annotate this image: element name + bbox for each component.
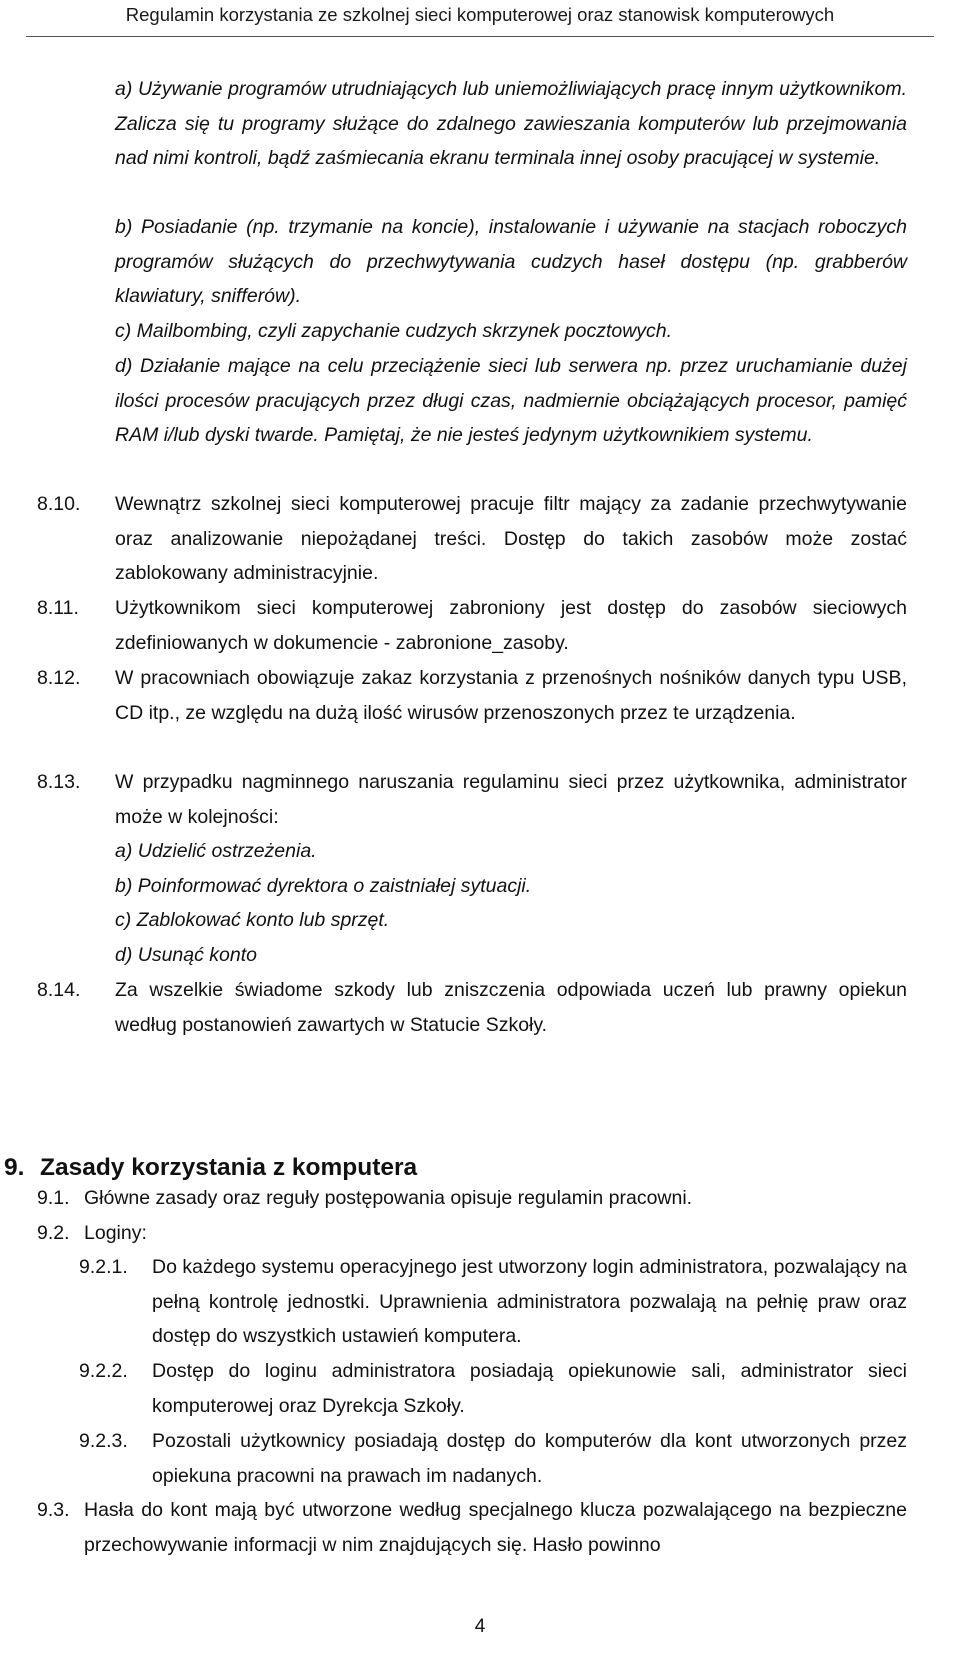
item-8-12-text: W pracowniach obowiązuje zakaz korzystania z przenośnych nośników danych typu USB, CD itp., ze względu na dużą ilość wirusów przenoszonych przez te urządzenia. — [115, 667, 907, 724]
item-9-2-text: Loginy: — [84, 1222, 147, 1244]
item-number: 8.14. — [37, 979, 81, 1001]
sub-list-item: b) Poinformować dyrektora o zaistniałej sytuacji. — [115, 875, 532, 897]
item-8-14-text: Za wszelkie świadome szkody lub zniszczenia odpowiada uczeń lub prawny opiekun według postanowień zawartych w Statucie Szkoły. — [115, 979, 907, 1036]
page-header: Regulamin korzystania ze szkolnej sieci komputerowej oraz stanowisk komputerowych — [125, 4, 835, 25]
item-9-2-1-text: Do każdego systemu operacyjnego jest utworzony login administratora, pozwalający na pełną kontrolę jednostki. Uprawnienia administratora pozwalają na pełnię praw oraz dostęp do wszystkich ustawień komputera. — [152, 1256, 907, 1348]
item-8-13-text: W przypadku nagminnego naruszania regulaminu sieci przez użytkownika, administrator może w kolejności: — [115, 771, 907, 828]
subitem-number: 9.2.1. — [79, 1256, 128, 1278]
subitem-number: 9.2.3. — [79, 1430, 128, 1452]
item-9-1-text: Główne zasady oraz reguły postępowania opisuje regulamin pracowni. — [84, 1187, 693, 1209]
section-number: 9. — [4, 1154, 25, 1181]
item-number: 9.2. — [37, 1222, 70, 1244]
header-divider — [26, 36, 934, 37]
sub-list-item: a) Udzielić ostrzeżenia. — [115, 840, 317, 862]
sub-list-item: c) Zablokować konto lub sprzęt. — [115, 909, 390, 931]
item-number: 8.12. — [37, 667, 81, 689]
item-8-10-text: Wewnątrz szkolnej sieci komputerowej pracuje filtr mający za zadanie przechwytywanie oraz analizowanie niepożądanej treści. Dostęp do takich zasobów może zostać zablokowany administracyjnie. — [115, 493, 907, 585]
item-number: 9.3. — [37, 1499, 70, 1521]
sub-list-item: d) Usunąć konto — [115, 944, 257, 966]
list-item-c: c) Mailbombing, czyli zapychanie cudzych skrzynek pocztowych. — [115, 320, 673, 342]
item-number: 8.13. — [37, 771, 81, 793]
item-number: 8.10. — [37, 493, 81, 515]
list-item-a: a) Używanie programów utrudniających lub uniemożliwiających pracę innym użytkownikom. Zalicza się tu programy służące do zdalnego zawieszania komputerów lub przejmowania nad nimi kontroli, bądź zaśmiecania ekranu terminala innej osoby pracującej w systemie. — [115, 78, 907, 170]
section-title: Zasady korzystania z komputera — [40, 1154, 418, 1181]
item-8-11-text: Użytkownikom sieci komputerowej zabroniony jest dostęp do zasobów sieciowych zdefiniowanych w dokumencie - zabronione_zasoby. — [115, 597, 907, 654]
item-number: 9.1. — [37, 1187, 70, 1209]
list-item-d: d) Działanie mające na celu przeciążenie sieci lub serwera np. przez uruchamianie dużej ilości procesów pracujących przez długi czas, nadmiernie obciążających procesor, pamięć RAM i/lub dyski twarde. Pamiętaj, że nie jesteś jedynym użytkownikiem systemu. — [115, 355, 907, 447]
item-9-3-text: Hasła do kont mają być utworzone według specjalnego klucza pozwalającego na bezpieczne przechowywanie informacji w nim znajdujących się. Hasło powinno — [84, 1499, 907, 1556]
subitem-number: 9.2.2. — [79, 1360, 128, 1382]
item-9-2-3-text: Pozostali użytkownicy posiadają dostęp do komputerów dla kont utworzonych przez opiekuna pracowni na prawach im nadanych. — [152, 1430, 907, 1487]
item-number: 8.11. — [37, 597, 79, 619]
page-number: 4 — [474, 1616, 486, 1637]
item-9-2-2-text: Dostęp do loginu administratora posiadają opiekunowie sali, administrator sieci komputerowej oraz Dyrekcja Szkoły. — [152, 1360, 907, 1417]
list-item-b: b) Posiadanie (np. trzymanie na koncie), instalowanie i używanie na stacjach roboczych programów służących do przechwytywania cudzych haseł dostępu (np. grabberów klawiatury, snifferów). — [115, 216, 907, 308]
